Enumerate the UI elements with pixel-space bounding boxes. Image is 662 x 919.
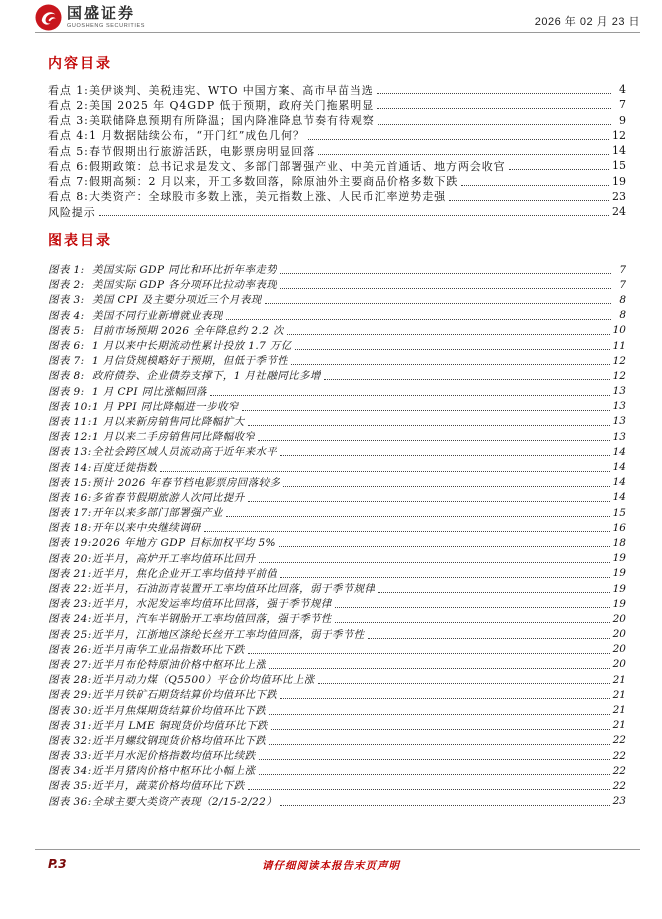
figure-entry-page: 13 <box>612 400 626 413</box>
toc-entry-label: 看点 1: <box>48 83 89 97</box>
figure-entry-page: 22 <box>612 749 626 762</box>
page-number: P.3 <box>48 857 67 871</box>
toc-entry-title: 假期高频：2 月以来，开工多数回落，除原油外主要商品价格多数下跌 <box>89 175 459 189</box>
figure-entry-title: 预计 2026 年春节档电影票房回落较多 <box>92 476 281 489</box>
figure-entry-page: 21 <box>612 704 626 717</box>
figure-entry-page: 14 <box>612 461 626 474</box>
toc-entry-label: 看点 4: <box>48 129 89 143</box>
figure-entry-title: 开年以来中央继续调研 <box>92 522 201 535</box>
figure-entry-title: 近半月，高炉开工率均值环比回升 <box>92 552 256 565</box>
figure-entry-page: 13 <box>612 385 626 398</box>
brand-text <box>67 4 145 30</box>
figure-entry-page: 22 <box>612 734 626 747</box>
figure-entry-page: 7 <box>619 278 626 291</box>
figure-entry[interactable] <box>48 627 626 642</box>
figure-entry[interactable] <box>48 672 626 687</box>
figure-entry-label: 图表 6: <box>48 340 85 353</box>
figure-entry-page: 19 <box>612 597 626 610</box>
toc-entry[interactable] <box>48 128 626 143</box>
dot-leader <box>160 471 609 472</box>
dot-leader <box>280 805 610 806</box>
figures-title: 图表目录 <box>48 233 112 249</box>
dot-leader <box>283 486 609 487</box>
toc-entry-title: 1 月数据陆续公布，“开门红”成色几何？ <box>89 129 305 143</box>
dot-leader <box>280 698 609 699</box>
dot-leader <box>509 169 610 170</box>
toc-entry[interactable] <box>48 158 626 173</box>
figure-entry-label: 图表 35: <box>48 780 92 793</box>
dot-leader <box>226 516 610 517</box>
figure-entry-title: 多省春节假期旅游人次同比提升 <box>92 491 245 504</box>
toc-entry-title: 美国 2025 年 Q4GDP 低于预期，政府关门拖累明显 <box>89 98 375 112</box>
toc-entry-title: 美伊谈判、美税违宪、WTO 中国方案、高市早苗当选 <box>89 83 374 97</box>
toc-entry-title: 大类资产：全球股市多数上涨，美元指数上涨、人民币汇率逆势走强 <box>89 190 446 204</box>
toc-entry[interactable] <box>48 82 626 97</box>
dot-leader <box>280 455 609 456</box>
dot-leader <box>280 577 609 578</box>
figure-entry-label: 图表 21: <box>48 567 92 580</box>
toc-entry[interactable] <box>48 143 626 158</box>
dot-leader <box>287 334 610 335</box>
figure-entry-page: 20 <box>612 628 626 641</box>
dot-leader <box>324 379 610 380</box>
figure-entry-page: 8 <box>619 293 626 306</box>
report-date: 2026 年 02 月 23 日 <box>534 16 640 28</box>
dot-leader <box>210 395 610 396</box>
figure-entry-label: 图表 19: <box>48 537 92 550</box>
figure-entry-title: 近半月水泥价格指数均值环比续跌 <box>92 750 256 763</box>
dot-leader <box>377 108 611 109</box>
figure-entry-page: 10 <box>612 324 626 337</box>
figure-entry-label: 图表 33: <box>48 750 92 763</box>
figure-entry-label: 图表 12: <box>48 431 92 444</box>
figure-entry-label: 图表 27: <box>48 658 92 671</box>
figure-entry[interactable] <box>48 596 626 611</box>
figure-entry[interactable] <box>48 414 626 429</box>
toc-entry-page: 24 <box>612 205 626 219</box>
toc-entry-page: 9 <box>619 113 626 127</box>
toc-entry-title: 风险提示 <box>48 205 96 219</box>
figure-entry-label: 图表 9: <box>48 385 85 398</box>
dot-leader <box>291 364 610 365</box>
toc-entry[interactable] <box>48 189 626 204</box>
dot-leader <box>271 729 610 730</box>
figure-entry-page: 20 <box>612 612 626 625</box>
figure-entry[interactable] <box>48 277 626 292</box>
figures-list <box>48 262 626 809</box>
dot-leader <box>259 774 610 775</box>
dot-leader <box>279 546 610 547</box>
dot-leader <box>377 93 611 94</box>
toc-entry-page: 14 <box>612 144 626 158</box>
figure-entry-label: 图表 2: <box>48 279 85 292</box>
dot-leader <box>248 789 610 790</box>
figure-entry-title: 1 月以来新房销售同比降幅扩大 <box>92 415 245 428</box>
figure-entry-title: 1 月以来中长期流动性累计投放 1.7 万亿 <box>92 340 292 353</box>
brand-name: 国盛证券 <box>67 4 136 22</box>
figure-entry-label: 图表 3: <box>48 294 85 307</box>
header-divider <box>35 32 640 33</box>
figure-entry-page: 20 <box>612 643 626 656</box>
figure-entry-page: 14 <box>612 445 626 458</box>
toc-entry[interactable] <box>48 113 626 128</box>
figure-entry-label: 图表 11: <box>48 415 92 428</box>
figure-entry[interactable] <box>48 384 626 399</box>
figure-entry-label: 图表 22: <box>48 583 92 596</box>
toc-list <box>48 82 626 219</box>
figure-entry[interactable] <box>48 444 626 459</box>
figure-entry-title: 近半月猪肉价格中枢环比小幅上涨 <box>92 765 256 778</box>
dot-leader <box>248 653 610 654</box>
brand-subtitle: GUOSHENG SECURITIES <box>67 23 146 29</box>
figure-entry[interactable] <box>48 399 626 414</box>
figure-entry-title: 近半月，石油沥青装置开工率均值环比回落，弱于季节规律 <box>92 583 376 596</box>
toc-entry-page: 4 <box>619 83 626 97</box>
dot-leader <box>335 622 610 623</box>
toc-entry-label: 看点 6: <box>48 159 89 173</box>
figure-entry[interactable] <box>48 368 626 383</box>
figure-entry-label: 图表 34: <box>48 765 92 778</box>
figure-entry[interactable] <box>48 535 626 550</box>
figure-entry-page: 12 <box>612 354 626 367</box>
toc-entry-label: 看点 3: <box>48 114 89 128</box>
figure-entry-page: 21 <box>612 673 626 686</box>
figure-entry-title: 近半月，蔬菜价格均值环比下跌 <box>92 780 245 793</box>
figure-entry[interactable] <box>48 657 626 672</box>
figure-entry-label: 图表 26: <box>48 643 92 656</box>
figure-entry[interactable] <box>48 338 626 353</box>
figure-entry-title: 近半月铁矿石期货结算价均值环比下跌 <box>92 689 278 702</box>
figure-entry-label: 图表 20: <box>48 552 92 565</box>
figure-entry[interactable] <box>48 748 626 763</box>
figure-entry[interactable] <box>48 581 626 596</box>
figure-entry-label: 图表 14: <box>48 461 92 474</box>
figure-entry-page: 21 <box>612 688 626 701</box>
figure-entry-label: 图表 16: <box>48 491 92 504</box>
figure-entry[interactable] <box>48 642 626 657</box>
dot-leader <box>335 607 610 608</box>
toc-entry-page: 15 <box>612 159 626 173</box>
dot-leader <box>259 759 610 760</box>
figure-entry-page: 19 <box>612 567 626 580</box>
figure-entry[interactable] <box>48 566 626 581</box>
dot-leader <box>269 668 609 669</box>
figure-entry-page: 22 <box>612 779 626 792</box>
figure-entry[interactable] <box>48 353 626 368</box>
figure-entry-label: 图表 5: <box>48 324 85 337</box>
figure-entry-label: 图表 25: <box>48 628 92 641</box>
figure-entry-title: 开年以来多部门部署强产业 <box>92 507 223 520</box>
figure-entry[interactable] <box>48 687 626 702</box>
toc-entry-label: 看点 5: <box>48 144 89 158</box>
figure-entry-title: 近半月螺纹钢现货价格均值环比下跌 <box>92 734 267 747</box>
dot-leader <box>204 531 610 532</box>
figure-entry-title: 近半月，汽车半钢胎开工率均值回落，强于季节性 <box>92 613 332 626</box>
figure-entry-title: 1 月信贷规模略好于预期，但低于季节性 <box>92 355 289 368</box>
figure-entry-label: 图表 36: <box>48 795 92 808</box>
figure-entry[interactable] <box>48 323 626 338</box>
figure-entry-page: 21 <box>612 719 626 732</box>
toc-entry-label: 看点 8: <box>48 190 89 204</box>
dot-leader <box>308 139 609 140</box>
figure-entry-label: 图表 23: <box>48 598 92 611</box>
figure-entry-label: 图表 32: <box>48 734 92 747</box>
toc-entry-title: 假期政策：总书记求是发文、多部门部署强产业、中美元首通话、地方两会收官 <box>89 159 506 173</box>
toc-entry[interactable] <box>48 174 626 189</box>
figure-entry-title: 1 月 PPI 同比降幅进一步收窄 <box>92 400 239 413</box>
figure-entry-title: 美国不同行业新增就业表现 <box>92 309 223 322</box>
figure-entry-title: 2026 年地方 GDP 目标加权平均 5% <box>92 537 276 550</box>
figure-entry-title: 1 月 CPI 同比涨幅回落 <box>92 385 208 398</box>
toc-entry-title: 美联储降息预期有所降温；国内降准降息节奏有待观察 <box>89 114 375 128</box>
figure-entry-label: 图表 7: <box>48 355 85 368</box>
figure-entry[interactable] <box>48 505 626 520</box>
dot-leader <box>449 200 609 201</box>
dot-leader <box>259 562 610 563</box>
toc-entry-title: 春节假期出行旅游活跃，电影票房明显回落 <box>89 144 316 158</box>
figure-entry-page: 8 <box>619 309 626 322</box>
figure-entry-title: 近半月南华工业品指数环比下跌 <box>92 643 245 656</box>
figure-entry-page: 13 <box>612 430 626 443</box>
figure-entry[interactable] <box>48 778 626 793</box>
figure-entry[interactable] <box>48 702 626 717</box>
dot-leader <box>248 501 610 502</box>
figure-entry-page: 7 <box>619 263 626 276</box>
figure-entry[interactable] <box>48 475 626 490</box>
dot-leader <box>242 410 610 411</box>
figure-entry-title: 目前市场预期 2026 全年降息约 2.2 次 <box>92 324 284 337</box>
dot-leader <box>248 425 610 426</box>
figure-entry[interactable] <box>48 611 626 626</box>
figure-entry-title: 近半月，江浙地区涤纶长丝开工率均值回落，弱于季节性 <box>92 628 365 641</box>
figure-entry[interactable] <box>48 490 626 505</box>
figure-entry-title: 近半月 LME 铜现货价均值环比下跌 <box>92 719 268 732</box>
figure-entry-label: 图表 18: <box>48 522 92 535</box>
dot-leader <box>269 744 609 745</box>
figure-entry-label: 图表 4: <box>48 309 85 322</box>
figure-entry-title: 美国实际 GDP 同比和环比折年率走势 <box>92 264 278 277</box>
figure-entry-page: 16 <box>612 521 626 534</box>
figure-entry-title: 近半月，焦化企业开工率均值持平前值 <box>92 567 278 580</box>
figure-entry-page: 18 <box>612 536 626 549</box>
footer-disclaimer: 请仔细阅读本报告末页声明 <box>262 860 400 872</box>
figure-entry-title: 近半月动力煤（Q5500）平仓价均值环比上涨 <box>92 674 315 687</box>
figure-entry[interactable] <box>48 292 626 307</box>
figure-entry-label: 图表 10: <box>48 400 92 413</box>
brand-logo <box>35 4 145 31</box>
figure-entry-page: 22 <box>612 764 626 777</box>
figure-entry-page: 15 <box>612 506 626 519</box>
figure-entry-title: 近半月布伦特原油价格中枢环比上涨 <box>92 658 267 671</box>
figure-entry-title: 百度迁徙指数 <box>92 461 158 474</box>
dot-leader <box>99 215 609 216</box>
dot-leader <box>318 683 610 684</box>
figure-entry-page: 20 <box>612 658 626 671</box>
toc-entry[interactable] <box>48 204 626 219</box>
dot-leader <box>258 440 609 441</box>
dot-leader <box>280 273 611 274</box>
figure-entry-label: 图表 17: <box>48 507 92 520</box>
figure-entry[interactable] <box>48 763 626 778</box>
figure-entry-title: 1 月以来二手房销售同比降幅收窄 <box>92 431 256 444</box>
figure-entry-title: 美国实际 GDP 各分项环比拉动率表现 <box>92 279 278 292</box>
dot-leader <box>280 288 611 289</box>
figure-entry-label: 图表 30: <box>48 704 92 717</box>
figure-entry[interactable] <box>48 520 626 535</box>
brand-logo-icon <box>35 4 62 31</box>
figure-entry-page: 12 <box>612 369 626 382</box>
toc-entry-label: 看点 7: <box>48 175 89 189</box>
figure-entry-page: 19 <box>612 582 626 595</box>
figure-entry[interactable] <box>48 794 626 809</box>
dot-leader <box>461 185 609 186</box>
figure-entry-title: 美国 CPI 及主要分项近三个月表现 <box>92 294 262 307</box>
dot-leader <box>269 714 609 715</box>
figure-entry-title: 全社会跨区域人员流动高于近年来水平 <box>92 446 278 459</box>
footer-divider <box>35 849 640 850</box>
figure-entry-page: 14 <box>612 476 626 489</box>
figure-entry[interactable] <box>48 459 626 474</box>
figure-entry-label: 图表 8: <box>48 370 85 383</box>
figure-entry-label: 图表 24: <box>48 613 92 626</box>
toc-entry-page: 12 <box>612 128 626 142</box>
dot-leader <box>295 349 610 350</box>
figure-entry[interactable] <box>48 308 626 323</box>
figure-entry-label: 图表 1: <box>48 264 85 277</box>
toc-entry[interactable] <box>48 97 626 112</box>
figure-entry-page: 13 <box>612 415 626 428</box>
figure-entry[interactable] <box>48 733 626 748</box>
figure-entry-title: 近半月，水泥发运率均值环比回落，强于季节规律 <box>92 598 332 611</box>
figure-entry-label: 图表 29: <box>48 689 92 702</box>
figure-entry-page: 14 <box>612 491 626 504</box>
toc-title: 内容目录 <box>48 56 112 72</box>
figure-entry[interactable] <box>48 718 626 733</box>
figure-entry-title: 政府债券、企业债券支撑下，1 月社融同比多增 <box>92 370 321 383</box>
figure-entry-page: 23 <box>612 795 626 808</box>
toc-entry-page: 23 <box>612 189 626 203</box>
figure-entry[interactable] <box>48 551 626 566</box>
dot-leader <box>368 638 610 639</box>
toc-entry-page: 19 <box>612 174 626 188</box>
dot-leader <box>378 124 611 125</box>
figure-entry-title: 全球主要大类资产表现（2/15-2/22） <box>92 795 278 808</box>
dot-leader <box>226 319 611 320</box>
toc-entry-label: 看点 2: <box>48 98 89 112</box>
figure-entry-label: 图表 31: <box>48 719 92 732</box>
figure-entry-label: 图表 13: <box>48 446 92 459</box>
dot-leader <box>318 154 609 155</box>
figure-entry[interactable] <box>48 262 626 277</box>
dot-leader <box>265 303 611 304</box>
figure-entry-page: 11 <box>612 339 626 352</box>
dot-leader <box>378 592 609 593</box>
figure-entry-title: 近半月焦煤期货结算价均值环比下跌 <box>92 704 267 717</box>
figure-entry-page: 19 <box>612 552 626 565</box>
toc-entry-page: 7 <box>619 98 626 112</box>
figure-entry[interactable] <box>48 429 626 444</box>
figure-entry-label: 图表 28: <box>48 674 92 687</box>
figure-entry-label: 图表 15: <box>48 476 92 489</box>
